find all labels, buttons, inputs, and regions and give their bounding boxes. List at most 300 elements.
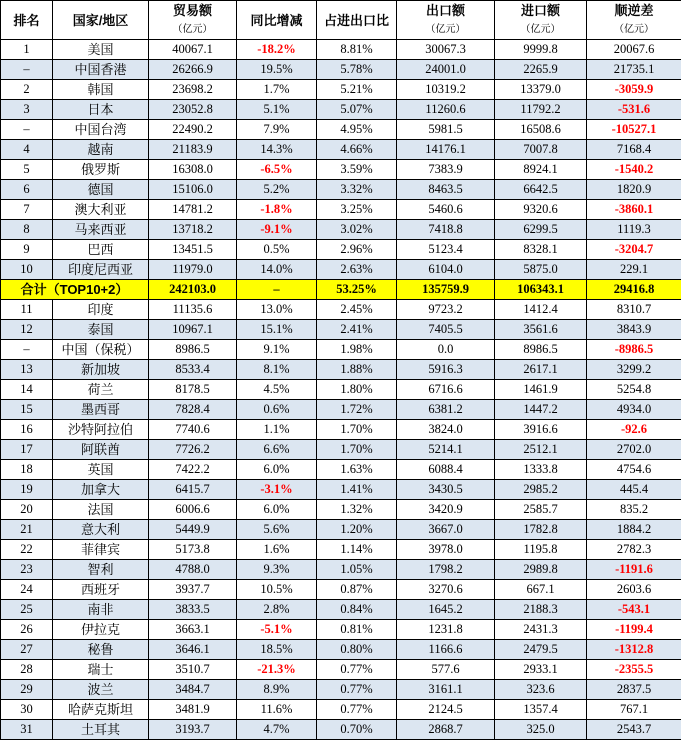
cell-imp: 3561.6: [495, 320, 587, 340]
cell-rank: 4: [1, 140, 53, 160]
cell-bal: -1312.8: [587, 640, 681, 660]
table-row: [1, 160, 681, 180]
cell-rank: –: [1, 120, 53, 140]
cell-imp: 2985.2: [495, 480, 587, 500]
cell-name: 荷兰: [53, 380, 149, 400]
column-header-0: [1, 1, 53, 40]
cell-trade: 3833.5: [149, 600, 237, 620]
cell-exp: 24001.0: [397, 60, 495, 80]
table-row: [1, 720, 681, 740]
cell-name: 土耳其: [53, 720, 149, 740]
cell-name: 沙特阿拉伯: [53, 420, 149, 440]
cell-yoy: 0.5%: [237, 240, 317, 260]
cell-exp: 3161.1: [397, 680, 495, 700]
cell-share: 1.70%: [317, 420, 397, 440]
cell-trade: 3937.7: [149, 580, 237, 600]
cell-rank: 14: [1, 380, 53, 400]
cell-share: 2.41%: [317, 320, 397, 340]
table-row: [1, 340, 681, 360]
cell-bal: -2355.5: [587, 660, 681, 680]
cell-trade: 23052.8: [149, 100, 237, 120]
cell-share: 1.88%: [317, 360, 397, 380]
cell-bal: 21735.1: [587, 60, 681, 80]
cell-yoy: 7.9%: [237, 120, 317, 140]
cell-imp: 1412.4: [495, 300, 587, 320]
cell-rank: 29: [1, 680, 53, 700]
cell-exp: 135759.9: [397, 280, 495, 300]
cell-share: 1.14%: [317, 540, 397, 560]
cell-rank: 17: [1, 440, 53, 460]
cell-imp: 13379.0: [495, 80, 587, 100]
table-row: [1, 180, 681, 200]
cell-imp: 9999.8: [495, 40, 587, 60]
cell-bal: -1191.6: [587, 560, 681, 580]
cell-imp: 1461.9: [495, 380, 587, 400]
cell-imp: 1357.4: [495, 700, 587, 720]
cell-yoy: 9.3%: [237, 560, 317, 580]
cell-bal: 4754.6: [587, 460, 681, 480]
column-header-label: 同比增减: [250, 13, 302, 28]
cell-bal: 4934.0: [587, 400, 681, 420]
cell-trade: 13718.2: [149, 220, 237, 240]
cell-name: 波兰: [53, 680, 149, 700]
cell-imp: 323.6: [495, 680, 587, 700]
cell-exp: 3270.6: [397, 580, 495, 600]
cell-exp: 5214.1: [397, 440, 495, 460]
cell-share: 5.78%: [317, 60, 397, 80]
cell-yoy: 11.6%: [237, 700, 317, 720]
cell-rank: 30: [1, 700, 53, 720]
cell-exp: 11260.6: [397, 100, 495, 120]
cell-trade: 40067.1: [149, 40, 237, 60]
table-row: [1, 400, 681, 420]
cell-trade: 8533.4: [149, 360, 237, 380]
cell-bal: -3860.1: [587, 200, 681, 220]
cell-rank: 12: [1, 320, 53, 340]
cell-imp: 8328.1: [495, 240, 587, 260]
cell-imp: 2617.1: [495, 360, 587, 380]
column-header-label: 顺逆差: [614, 3, 653, 18]
cell-imp: 2479.5: [495, 640, 587, 660]
table-row: [1, 380, 681, 400]
table-row: [1, 500, 681, 520]
cell-exp: 3824.0: [397, 420, 495, 440]
cell-yoy: 10.5%: [237, 580, 317, 600]
cell-share: 1.70%: [317, 440, 397, 460]
cell-exp: 577.6: [397, 660, 495, 680]
cell-yoy: 5.2%: [237, 180, 317, 200]
cell-share: 5.21%: [317, 80, 397, 100]
cell-exp: 6716.6: [397, 380, 495, 400]
cell-share: 0.77%: [317, 680, 397, 700]
cell-yoy: 19.5%: [237, 60, 317, 80]
table-row: [1, 360, 681, 380]
header-row: [1, 1, 681, 40]
cell-bal: 29416.8: [587, 280, 681, 300]
table-row: [1, 220, 681, 240]
column-header-label: 贸易额: [173, 3, 212, 18]
cell-name: 日本: [53, 100, 149, 120]
cell-name: 墨西哥: [53, 400, 149, 420]
cell-name: 中国香港: [53, 60, 149, 80]
cell-yoy: -6.5%: [237, 160, 317, 180]
cell-rank: 16: [1, 420, 53, 440]
cell-yoy: -3.1%: [237, 480, 317, 500]
cell-imp: 2585.7: [495, 500, 587, 520]
cell-imp: 6642.5: [495, 180, 587, 200]
cell-yoy: 13.0%: [237, 300, 317, 320]
table-row-total: [1, 280, 681, 300]
table-row: [1, 260, 681, 280]
cell-trade: 3484.7: [149, 680, 237, 700]
cell-bal: -92.6: [587, 420, 681, 440]
cell-name: 西班牙: [53, 580, 149, 600]
cell-bal: -1199.4: [587, 620, 681, 640]
cell-name: 澳大利亚: [53, 200, 149, 220]
cell-rank: 28: [1, 660, 53, 680]
cell-trade: 7726.2: [149, 440, 237, 460]
cell-share: 3.02%: [317, 220, 397, 240]
cell-yoy: -18.2%: [237, 40, 317, 60]
table-row: [1, 620, 681, 640]
column-header-3: [237, 1, 317, 40]
cell-imp: 325.0: [495, 720, 587, 740]
cell-rank: 24: [1, 580, 53, 600]
table-row: [1, 520, 681, 540]
cell-imp: 2431.3: [495, 620, 587, 640]
cell-rank: 15: [1, 400, 53, 420]
cell-exp: 30067.3: [397, 40, 495, 60]
cell-trade: 3646.1: [149, 640, 237, 660]
cell-bal: 767.1: [587, 700, 681, 720]
cell-bal: 2543.7: [587, 720, 681, 740]
cell-yoy: 1.7%: [237, 80, 317, 100]
cell-rank: 31: [1, 720, 53, 740]
cell-imp: 8986.5: [495, 340, 587, 360]
cell-bal: 7168.4: [587, 140, 681, 160]
cell-name: 新加坡: [53, 360, 149, 380]
cell-name: 英国: [53, 460, 149, 480]
cell-rank: 27: [1, 640, 53, 660]
cell-trade: 13451.5: [149, 240, 237, 260]
cell-imp: 3916.6: [495, 420, 587, 440]
cell-trade: 14781.2: [149, 200, 237, 220]
table-row: [1, 700, 681, 720]
cell-name: 南非: [53, 600, 149, 620]
table-row: [1, 240, 681, 260]
cell-bal: 1884.2: [587, 520, 681, 540]
cell-imp: 2265.9: [495, 60, 587, 80]
cell-name: 哈萨克斯坦: [53, 700, 149, 720]
table-header: [1, 1, 681, 40]
table-row: [1, 320, 681, 340]
table-row: [1, 420, 681, 440]
column-header-unit: （亿元）: [587, 20, 681, 39]
cell-name: 伊拉克: [53, 620, 149, 640]
cell-yoy: 2.8%: [237, 600, 317, 620]
cell-rank: 10: [1, 260, 53, 280]
cell-name: 越南: [53, 140, 149, 160]
cell-yoy: -21.3%: [237, 660, 317, 680]
cell-bal: 229.1: [587, 260, 681, 280]
cell-rank: 6: [1, 180, 53, 200]
cell-bal: 2782.3: [587, 540, 681, 560]
cell-yoy: 15.1%: [237, 320, 317, 340]
cell-share: 1.05%: [317, 560, 397, 580]
cell-imp: 2933.1: [495, 660, 587, 680]
cell-trade: 5173.8: [149, 540, 237, 560]
cell-imp: 6299.5: [495, 220, 587, 240]
cell-yoy: 8.9%: [237, 680, 317, 700]
table-row: [1, 660, 681, 680]
cell-share: 0.81%: [317, 620, 397, 640]
cell-exp: 5460.6: [397, 200, 495, 220]
table-row: [1, 460, 681, 480]
cell-yoy: 9.1%: [237, 340, 317, 360]
cell-imp: 1195.8: [495, 540, 587, 560]
cell-imp: 1782.8: [495, 520, 587, 540]
cell-name: 韩国: [53, 80, 149, 100]
cell-yoy: 4.5%: [237, 380, 317, 400]
column-header-5: [397, 1, 495, 40]
table-row: [1, 100, 681, 120]
cell-exp: 2124.5: [397, 700, 495, 720]
cell-imp: 2989.8: [495, 560, 587, 580]
cell-exp: 3978.0: [397, 540, 495, 560]
cell-trade: 16308.0: [149, 160, 237, 180]
cell-bal: 1119.3: [587, 220, 681, 240]
cell-exp: 5916.3: [397, 360, 495, 380]
table-row: [1, 480, 681, 500]
cell-exp: 6381.2: [397, 400, 495, 420]
cell-imp: 7007.8: [495, 140, 587, 160]
cell-bal: -543.1: [587, 600, 681, 620]
cell-bal: 5254.8: [587, 380, 681, 400]
cell-share: 3.59%: [317, 160, 397, 180]
cell-yoy: -1.8%: [237, 200, 317, 220]
cell-trade: 21183.9: [149, 140, 237, 160]
table-row: [1, 440, 681, 460]
cell-name: 巴西: [53, 240, 149, 260]
cell-name: 中国（保税）: [53, 340, 149, 360]
table-row: [1, 680, 681, 700]
cell-rank: 8: [1, 220, 53, 240]
cell-exp: 6104.0: [397, 260, 495, 280]
cell-trade: 11135.6: [149, 300, 237, 320]
table-row: [1, 300, 681, 320]
cell-share: 0.80%: [317, 640, 397, 660]
cell-imp: 8924.1: [495, 160, 587, 180]
table-row: [1, 580, 681, 600]
cell-bal: -531.6: [587, 100, 681, 120]
cell-trade: 7740.6: [149, 420, 237, 440]
cell-exp: 8463.5: [397, 180, 495, 200]
cell-imp: 16508.6: [495, 120, 587, 140]
cell-exp: 7383.9: [397, 160, 495, 180]
cell-bal: 3299.2: [587, 360, 681, 380]
cell-trade: 23698.2: [149, 80, 237, 100]
cell-rank: 18: [1, 460, 53, 480]
cell-imp: 1333.8: [495, 460, 587, 480]
column-header-2: [149, 1, 237, 40]
cell-trade: 22490.2: [149, 120, 237, 140]
column-header-label: 出口额: [426, 3, 465, 18]
cell-share: 4.95%: [317, 120, 397, 140]
cell-imp: 9320.6: [495, 200, 587, 220]
cell-bal: 835.2: [587, 500, 681, 520]
cell-exp: 10319.2: [397, 80, 495, 100]
cell-name: 秘鲁: [53, 640, 149, 660]
cell-imp: 2188.3: [495, 600, 587, 620]
cell-rank: 1: [1, 40, 53, 60]
cell-exp: 2868.7: [397, 720, 495, 740]
cell-exp: 1231.8: [397, 620, 495, 640]
column-header-7: [587, 1, 681, 40]
table-row: [1, 80, 681, 100]
cell-exp: 0.0: [397, 340, 495, 360]
cell-name: 瑞士: [53, 660, 149, 680]
cell-bal: -3059.9: [587, 80, 681, 100]
cell-name: 俄罗斯: [53, 160, 149, 180]
cell-trade: 10967.1: [149, 320, 237, 340]
cell-exp: 5981.5: [397, 120, 495, 140]
cell-share: 0.84%: [317, 600, 397, 620]
cell-bal: 8310.7: [587, 300, 681, 320]
cell-trade: 4788.0: [149, 560, 237, 580]
cell-share: 1.32%: [317, 500, 397, 520]
cell-share: 2.63%: [317, 260, 397, 280]
total-label: 合计（TOP10+2）: [1, 280, 149, 300]
cell-exp: 3667.0: [397, 520, 495, 540]
cell-share: 0.87%: [317, 580, 397, 600]
cell-yoy: 1.6%: [237, 540, 317, 560]
cell-share: 1.98%: [317, 340, 397, 360]
cell-trade: 7828.4: [149, 400, 237, 420]
cell-trade: 3663.1: [149, 620, 237, 640]
cell-name: 美国: [53, 40, 149, 60]
cell-name: 加拿大: [53, 480, 149, 500]
cell-exp: 1798.2: [397, 560, 495, 580]
column-header-4: [317, 1, 397, 40]
cell-yoy: –: [237, 280, 317, 300]
cell-share: 2.96%: [317, 240, 397, 260]
cell-rank: 2: [1, 80, 53, 100]
cell-imp: 106343.1: [495, 280, 587, 300]
cell-yoy: 1.1%: [237, 420, 317, 440]
cell-rank: 23: [1, 560, 53, 580]
column-header-label: 占进出口比: [324, 13, 389, 28]
cell-yoy: 6.0%: [237, 460, 317, 480]
cell-share: 3.32%: [317, 180, 397, 200]
cell-share: 4.66%: [317, 140, 397, 160]
cell-rank: 19: [1, 480, 53, 500]
cell-bal: -8986.5: [587, 340, 681, 360]
column-header-label: 国家/地区: [73, 13, 129, 28]
table-body: [1, 40, 681, 740]
cell-yoy: 0.6%: [237, 400, 317, 420]
cell-yoy: 18.5%: [237, 640, 317, 660]
cell-share: 1.41%: [317, 480, 397, 500]
cell-exp: 3420.9: [397, 500, 495, 520]
cell-exp: 1166.6: [397, 640, 495, 660]
cell-yoy: 14.3%: [237, 140, 317, 160]
table-row: [1, 540, 681, 560]
column-header-unit: （亿元）: [149, 20, 236, 39]
cell-share: 1.72%: [317, 400, 397, 420]
cell-share: 2.45%: [317, 300, 397, 320]
table-row: [1, 140, 681, 160]
cell-rank: 22: [1, 540, 53, 560]
cell-share: 1.20%: [317, 520, 397, 540]
cell-yoy: 5.1%: [237, 100, 317, 120]
cell-trade: 6006.6: [149, 500, 237, 520]
cell-rank: 11: [1, 300, 53, 320]
cell-name: 德国: [53, 180, 149, 200]
cell-exp: 5123.4: [397, 240, 495, 260]
cell-bal: 3843.9: [587, 320, 681, 340]
cell-rank: 9: [1, 240, 53, 260]
cell-bal: -1540.2: [587, 160, 681, 180]
table-row: [1, 120, 681, 140]
cell-yoy: 6.0%: [237, 500, 317, 520]
column-header-label: 进口额: [521, 3, 560, 18]
cell-share: 1.63%: [317, 460, 397, 480]
cell-rank: 26: [1, 620, 53, 640]
cell-trade: 3481.9: [149, 700, 237, 720]
column-header-unit: （亿元）: [397, 20, 494, 39]
cell-rank: 13: [1, 360, 53, 380]
cell-trade: 7422.2: [149, 460, 237, 480]
cell-name: 马来西亚: [53, 220, 149, 240]
cell-trade: 8178.5: [149, 380, 237, 400]
table-row: [1, 200, 681, 220]
cell-name: 法国: [53, 500, 149, 520]
cell-rank: –: [1, 340, 53, 360]
cell-imp: 5875.0: [495, 260, 587, 280]
cell-exp: 14176.1: [397, 140, 495, 160]
cell-share: 0.70%: [317, 720, 397, 740]
cell-exp: 9723.2: [397, 300, 495, 320]
cell-rank: 5: [1, 160, 53, 180]
cell-share: 1.80%: [317, 380, 397, 400]
cell-name: 印度尼西亚: [53, 260, 149, 280]
cell-share: 53.25%: [317, 280, 397, 300]
cell-exp: 1645.2: [397, 600, 495, 620]
cell-rank: 7: [1, 200, 53, 220]
cell-name: 智利: [53, 560, 149, 580]
cell-rank: 25: [1, 600, 53, 620]
cell-name: 意大利: [53, 520, 149, 540]
cell-trade: 11979.0: [149, 260, 237, 280]
cell-bal: -3204.7: [587, 240, 681, 260]
cell-yoy: -5.1%: [237, 620, 317, 640]
cell-imp: 667.1: [495, 580, 587, 600]
cell-trade: 26266.9: [149, 60, 237, 80]
cell-imp: 2512.1: [495, 440, 587, 460]
cell-exp: 7418.8: [397, 220, 495, 240]
cell-name: 中国台湾: [53, 120, 149, 140]
cell-rank: –: [1, 60, 53, 80]
cell-share: 8.81%: [317, 40, 397, 60]
column-header-unit: （亿元）: [495, 20, 586, 39]
table-row: [1, 600, 681, 620]
cell-trade: 242103.0: [149, 280, 237, 300]
cell-bal: 2837.5: [587, 680, 681, 700]
cell-bal: 1820.9: [587, 180, 681, 200]
cell-imp: 11792.2: [495, 100, 587, 120]
cell-trade: 3510.7: [149, 660, 237, 680]
cell-rank: 20: [1, 500, 53, 520]
